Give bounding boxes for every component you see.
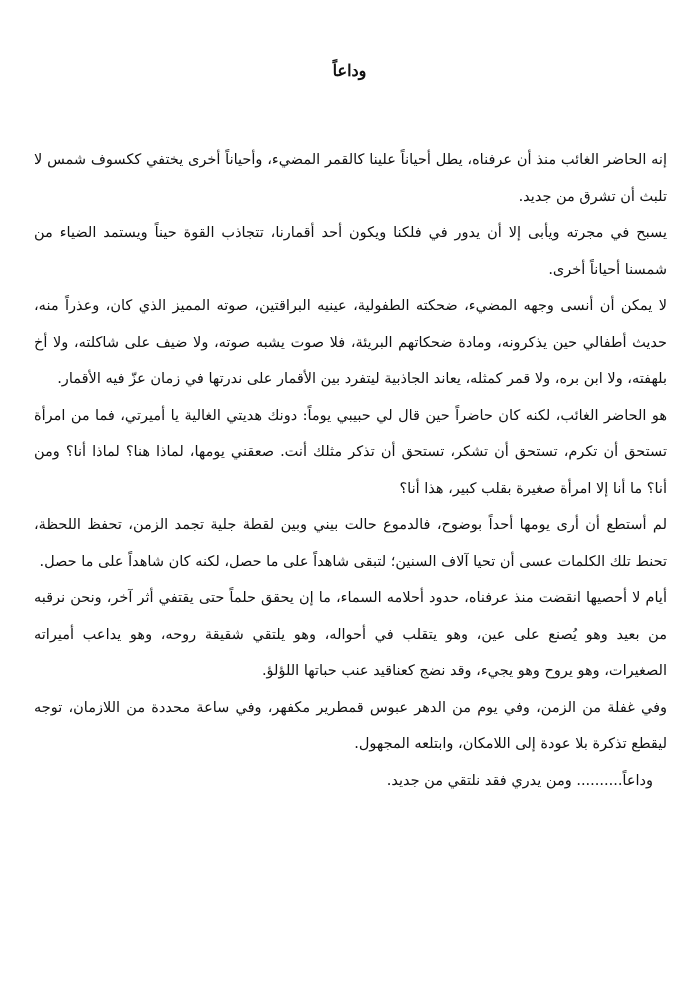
closing-line: وداعاً.......... ومن يدري فقد نلتقي من جديد. xyxy=(386,772,653,789)
paragraph-2: يسبح في مجرته ويأبى إلا أن يدور في فلكنا ويكون أحد أقمارنا، تتجاذب القوة حيناً ويستمد الضياء من شمسنا أحياناً أخرى. xyxy=(34,225,667,278)
paragraph-7: وفي غفلة من الزمن، وفي يوم من الدهر عبوس قمطرير مكفهر، وفي ساعة محددة من اللازمان، توجه ليقطع تذكرة بلا عودة إلى اللامكان، وابتلعه المجهول. xyxy=(34,699,667,752)
paragraph-5: لم أستطع أن أرى يومها أحداً بوضوح، فالدموع حالت بيني وبين لقطة جلية تجمد الزمن، تحفظ اللحظة، تحنط تلك الكلمات عسى أن تحيا آلاف السنين؛ لتبقى شاهداً على ما حصل، لكنه كان شاهداً على ما حصل. xyxy=(34,517,667,570)
paragraph-1: إنه الحاضر الغائب منذ أن عرفناه، يطل أحياناً علينا كالقمر المضيء، وأحياناً أخرى يختفي ككسوف شمس لا تلبث أن تشرق من جديد. xyxy=(34,152,667,205)
paragraph-6: أيام لا أحصيها انقضت منذ عرفناه، حدود أحلامه السماء، ما إن يحقق حلماً حتى يقتفي أثر آخر، ونحن نرقبه من بعيد وهو يُصنع على عين، وهو يتقلب في أحواله، وهو يلتقي شقيقة روحه، وهو يداعب أميراته الصغيرات، وهو يروح وهو يجيء، وقد نضج كعناقيد عنب حباتها اللؤلؤ. xyxy=(34,590,667,679)
document-title: وداعاً xyxy=(332,61,367,80)
paragraph-3: لا يمكن أن أنسى وجهه المضيء، ضحكته الطفولية، عينيه البراقتين، صوته المميز الذي كان، وعذراً منه، حديث أطفالي حين يذكرونه، ومادة ضحكاتهم البريئة، فلا صوت يشبه صوته، ولا ضيف على شاكلته، ولا أخ بلهفته، ولا ابن بره، ولا قمر كمثله، يعاند الجاذبية ليتفرد بين الأقمار على ندرتها في زمان عزّ فيه الأقمار. xyxy=(34,298,667,387)
document-body xyxy=(34,142,667,799)
paragraph-4: هو الحاضر الغائب، لكنه كان حاضراً حين قال لي حبيبي يوماً: دونك هديتي الغالية يا أميرتي، فما من امرأة تستحق أن تكرم، تستحق أن تشكر، تستحق أن تذكر مثلك أنت. صعقني يومها، لماذا هنا؟ لماذا أنا؟ ومن أنا؟ ما أنا إلا امرأة صغيرة بقلب كبير، هذا أنا؟ xyxy=(34,407,667,497)
